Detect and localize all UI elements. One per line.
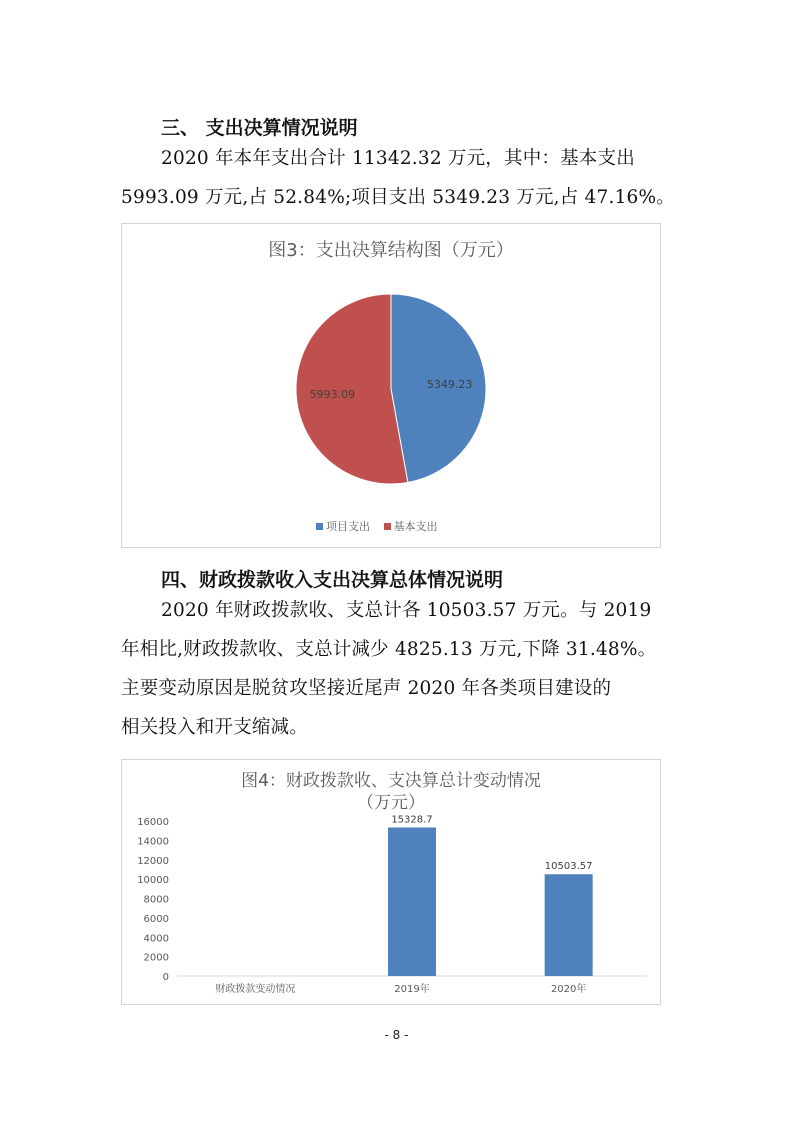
pie-chart-title: 图3：支出决算结构图（万元） [268, 240, 514, 261]
y-tick-label: 14000 [137, 836, 169, 848]
y-tick-label: 2000 [143, 952, 169, 964]
y-tick-label: 8000 [143, 894, 169, 906]
x-category-label: 2020年 [550, 984, 587, 995]
bar-chart-box [121, 759, 661, 1005]
pie-legend [316, 518, 448, 534]
y-tick-label: 12000 [137, 855, 169, 867]
section3-paragraph-line-2: 5993.09 万元,占 52.84%;项目支出 5349.23 万元,占 47.16%。 [121, 187, 675, 208]
section3-heading: 三、 支出决算情况说明 [161, 117, 358, 139]
pie-data-label: 5349.23 [426, 377, 473, 391]
bar-chart [122, 760, 660, 1004]
y-tick-label: 0 [162, 972, 169, 983]
bar-chart-title-line-2: （万元） [357, 793, 425, 813]
section4-paragraph-line-3: 主要变动原因是脱贫攻坚接近尾声 2020 年各类项目建设的 [121, 678, 612, 699]
section4-paragraph-line-1: 2020 年财政拨款收、支总计各 10503.57 万元。与 2019 [161, 600, 652, 621]
section4-heading: 四、财政拨款收入支出决算总体情况说明 [161, 569, 504, 591]
pie-chart [122, 224, 660, 547]
legend-swatch-basic [384, 523, 391, 530]
bar [388, 828, 436, 976]
y-tick-label: 6000 [143, 913, 169, 925]
section4-paragraph-line-4: 相关投入和开支缩减。 [121, 717, 309, 738]
bar-data-label: 10503.57 [544, 861, 593, 873]
section3-paragraph-line-1: 2020 年本年支出合计 11342.32 万元，其中：基本支出 [161, 148, 635, 169]
legend-label-basic: 基本支出 [393, 520, 438, 533]
bar-data-label: 15328.7 [391, 814, 433, 826]
legend-label-project: 项目支出 [326, 520, 370, 533]
pie-chart-box [121, 223, 661, 548]
legend-swatch-project [316, 523, 323, 530]
bar [545, 874, 593, 976]
y-tick-label: 10000 [137, 875, 169, 887]
x-category-label: 财政拨款变动情况 [215, 984, 296, 995]
section4-paragraph-line-2: 年相比,财政拨款收、支总计减少 4825.13 万元,下降 31.48%。 [121, 639, 657, 660]
pie-data-label: 5993.09 [309, 388, 356, 402]
x-category-label: 2019年 [394, 984, 430, 995]
page-number: - 8 - [384, 1028, 409, 1042]
y-tick-label: 16000 [137, 817, 169, 828]
y-tick-label: 4000 [143, 933, 169, 945]
bar-chart-title-line-1: 图4：财政拨款收、支决算总计变动情况 [241, 771, 541, 791]
